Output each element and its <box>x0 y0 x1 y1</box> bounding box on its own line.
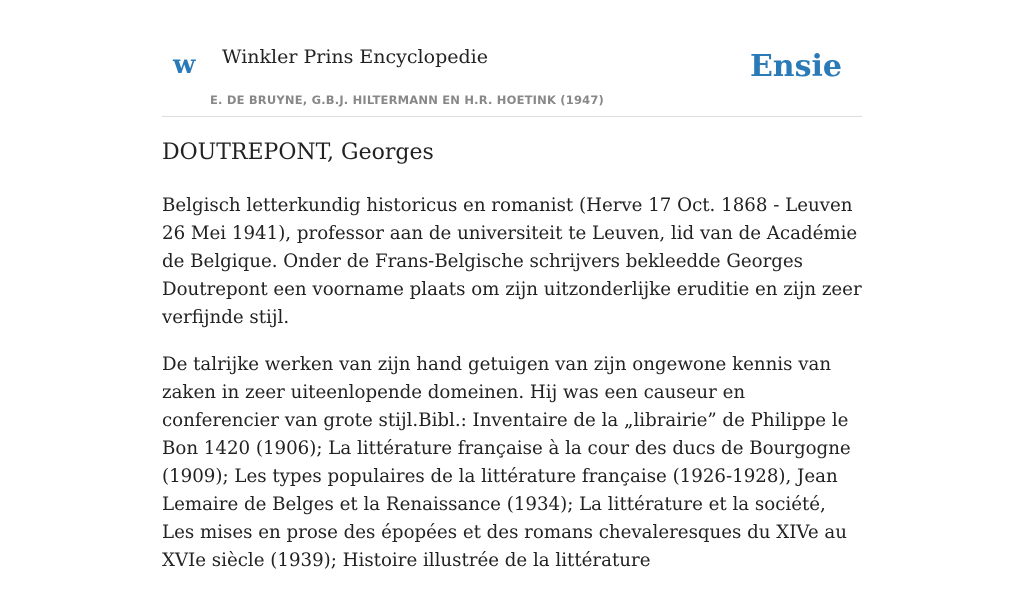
article-title: DOUTREPONT, Georges <box>162 140 434 165</box>
brand-logo[interactable]: Ensie <box>749 49 842 84</box>
article-paragraph: Belgisch letterkundig historicus en romanist (Herve 17 Oct. 1868 - Leuven 26 Mei 1941), professor aan de universiteit te Leuven, lid van de Académie de Belgique. Onder de Frans-Belgische schrijvers bekleedde Georges Doutrepont een voorname plaats om zijn uitzonderlijke eruditie en zijn zeer verfijnde stijl. <box>162 195 862 328</box>
source-header <box>162 0 862 117</box>
article-body <box>162 192 862 594</box>
source-logo-icon[interactable]: w <box>173 50 196 80</box>
page <box>162 0 862 571</box>
source-title[interactable]: Winkler Prins Encyclopedie <box>222 46 488 68</box>
source-authors: E. DE BRUYNE, G.B.J. HILTERMANN EN H.R. HOETINK (1947) <box>210 93 605 107</box>
article-paragraph: De talrijke werken van zijn hand getuigen van zijn ongewone kennis van zaken in zeer uiteenlopende domeinen. Hij was een causeur en conferencier van grote stijl.Bibl.: Inventaire de la „librairie” de Philippe le Bon 1420 (1906); La littérature française à la cour des ducs de Bourgogne (1909); Les types populaires de la littérature française (1926-1928), Jean Lemaire de Belges et la Renaissance (1934); La littérature et la société, Les mises en prose des épopées et des romans chevaleresques du XIVe au XVIe siècle (1939); Histoire illustrée de la littérature <box>162 354 851 571</box>
